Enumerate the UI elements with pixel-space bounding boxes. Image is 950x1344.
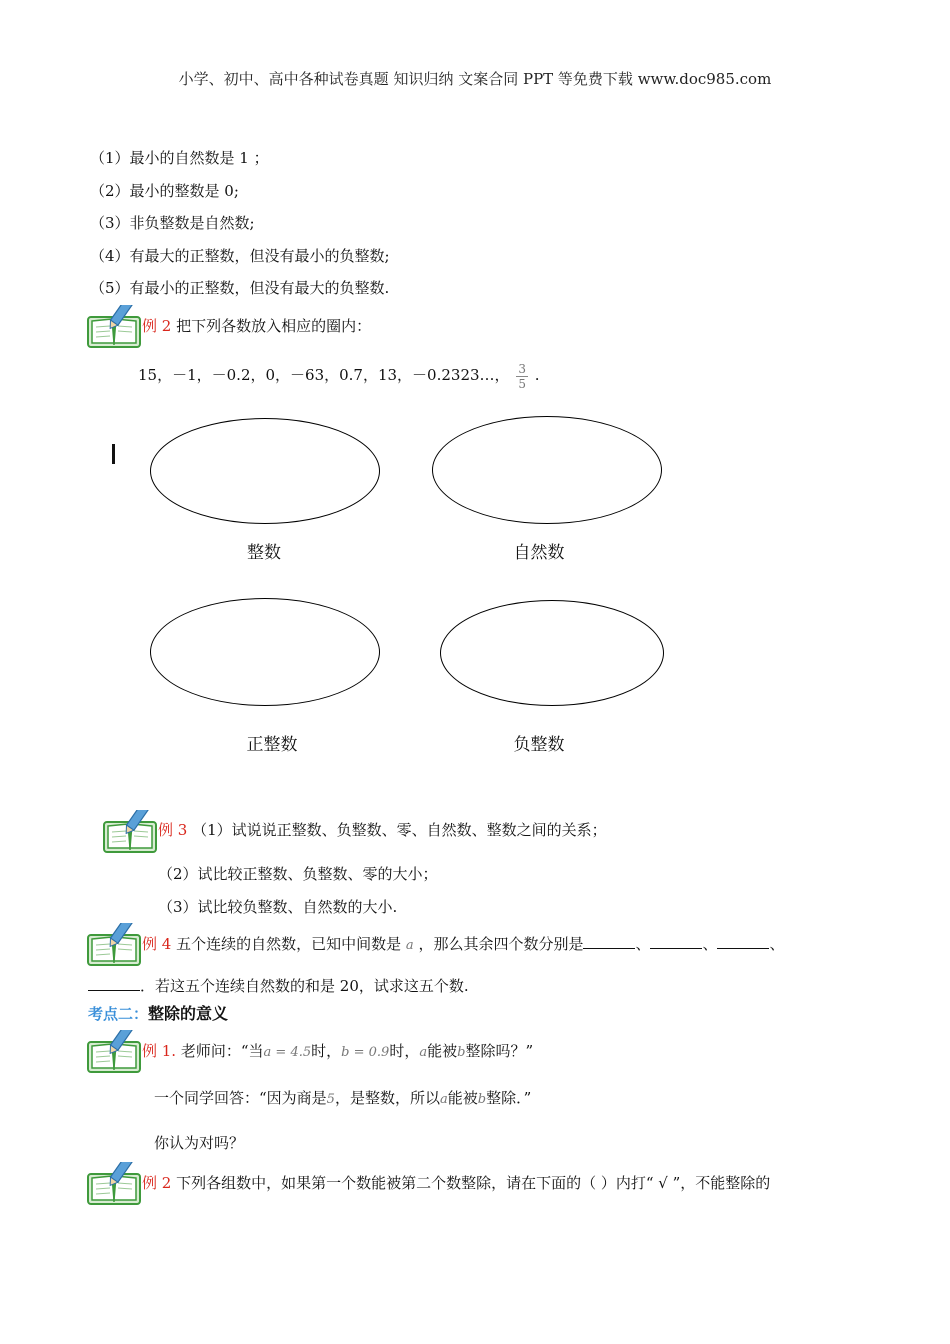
question-text: 能被	[427, 1042, 458, 1060]
naturals-label: 自然数	[513, 543, 565, 563]
math-a: a	[419, 1045, 428, 1060]
separator: 、	[635, 935, 651, 953]
list-end: .	[534, 366, 540, 384]
math-b: b	[477, 1092, 487, 1107]
fraction-numerator: 3	[518, 361, 526, 376]
book-pencil-icon	[86, 305, 142, 349]
kaodian-label: 考点二：	[88, 1005, 149, 1023]
variable-a: a	[405, 938, 414, 953]
number-list: 15，－1，－0.2，0，－63，0.7，13，－0.2323…，	[138, 366, 510, 384]
example-4-text-b: ，那么其余四个数分别是	[418, 935, 584, 953]
example-3-label: 例 3	[158, 821, 188, 839]
separator: 、	[702, 935, 718, 953]
answer-blank-1[interactable]	[583, 934, 635, 949]
book-pencil-icon	[102, 810, 158, 854]
integers-label: 整数	[247, 543, 281, 563]
example-3-line-2: （2）试比较正整数、负整数、零的大小；	[158, 865, 438, 883]
example-2-label: 例 2	[142, 317, 172, 335]
statement-5: （5）有最小的正整数，但没有最大的负整数.	[90, 279, 390, 297]
example-4-label: 例 4	[142, 935, 172, 953]
example-1-question	[142, 1041, 533, 1063]
example-1-label: 例 1.	[142, 1042, 177, 1060]
example-3-text-1: （1）试说说正整数、负整数、零、自然数、整数之间的关系；	[192, 821, 607, 839]
answer-text: 一个同学回答：“因为商是	[154, 1089, 327, 1107]
math-b: b	[457, 1045, 466, 1060]
example-3-line-1	[158, 820, 607, 840]
text-cursor	[112, 444, 115, 464]
example-2-numbers	[138, 360, 540, 391]
section-heading	[88, 1004, 228, 1024]
negative-integers-label: 负整数	[513, 735, 565, 755]
statement-1: （1）最小的自然数是 1 ；	[90, 149, 269, 167]
math-a: a	[439, 1092, 448, 1107]
example-2b-text: 下列各组数中，如果第一个数能被第二个数整除，请在下面的（ ）内打“ √ ”，不能整除的	[176, 1174, 771, 1192]
book-pencil-icon	[86, 1030, 142, 1074]
integers-circle	[150, 418, 380, 524]
math-quotient: 5	[326, 1092, 335, 1107]
math-b-value: b = 0.9	[341, 1045, 390, 1060]
book-pencil-icon	[86, 923, 142, 967]
fraction-three-fifths	[516, 362, 528, 391]
answer-blank-3[interactable]	[717, 934, 769, 949]
follow-up-question: 你认为对吗？	[154, 1134, 245, 1152]
kaodian-title: 整除的意义	[148, 1004, 229, 1023]
separator: 、	[769, 935, 785, 953]
example-4-line-2-text: ．若这五个连续自然数的和是 20，试求这五个数.	[140, 977, 469, 995]
book-pencil-icon	[86, 1162, 142, 1206]
positive-integers-circle	[150, 598, 380, 706]
question-text: 老师问：“当	[180, 1042, 264, 1060]
example-4-line-1	[142, 934, 785, 956]
answer-blank-4[interactable]	[88, 976, 140, 991]
naturals-circle	[432, 416, 662, 524]
question-text: 整除吗？”	[465, 1042, 534, 1060]
positive-integers-label: 正整数	[246, 735, 298, 755]
question-text: 时，	[311, 1042, 342, 1060]
example-2b-label: 例 2	[142, 1174, 172, 1192]
example-2-heading	[142, 316, 371, 336]
example-2b-line	[142, 1173, 770, 1193]
example-4-line-2	[88, 976, 469, 996]
example-3-line-3: （3）试比较负整数、自然数的大小.	[158, 898, 398, 916]
answer-text: ，是整数，所以	[334, 1089, 440, 1107]
negative-integers-circle	[440, 600, 664, 706]
answer-blank-2[interactable]	[650, 934, 702, 949]
answer-text: 能被	[447, 1089, 478, 1107]
page-header: 小学、初中、高中各种试卷真题 知识归纳 文案合同 PPT 等免费下载 www.doc985.com	[178, 70, 772, 88]
answer-text: 整除．”	[486, 1089, 532, 1107]
math-a-value: a = 4.5	[263, 1045, 312, 1060]
question-text: 时，	[389, 1042, 420, 1060]
example-2-text: 把下列各数放入相应的圈内：	[176, 317, 372, 335]
fraction-denominator: 5	[518, 376, 526, 391]
statement-3: （3）非负整数是自然数;	[90, 214, 255, 232]
example-4-text-a: 五个连续的自然数，已知中间数是	[176, 935, 402, 953]
statement-4: （4）有最大的正整数，但没有最小的负整数;	[90, 247, 390, 265]
statement-2: （2）最小的整数是 0;	[90, 182, 239, 200]
student-answer	[154, 1088, 531, 1110]
